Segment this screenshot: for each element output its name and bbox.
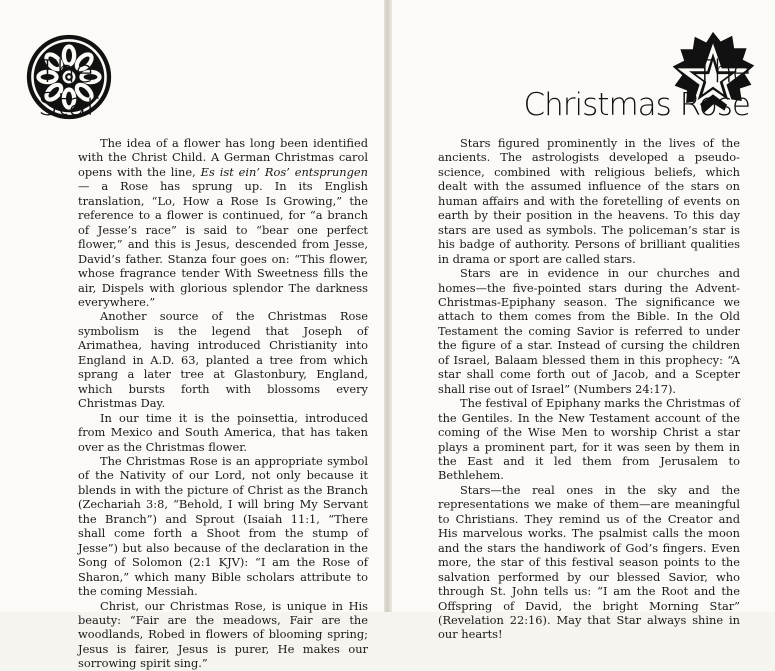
paragraph-text: The idea of a flower has long been identified with the Christ Child. A German Christmas carol opens with the line, bbox=[78, 136, 368, 179]
paragraph: The Christmas Rose is an appropriate symbol of the Nativity of our Lord, not only because it blends in with the picture of Christ as the Branch (Zechariah 3:8, “Behold, I will bring My Servant the Branch”) and Sprout (Isaiah 11:1, “There shall come forth a Shoot from the stump of Jesse”) but also because of the declaration in the Song of Solomon (2:1 KJV): “I am the Rose of Sharon,” which many Bible scholars attribute to the coming Messiah. bbox=[78, 453, 368, 599]
paragraph: The festival of Epiphany marks the Christmas of the Gentiles. In the New Testament account of the coming of the Wise Men to worship Christ a star plays a prominent part, for it was seen by them in the East and it led them from Jerusalem to Bethlehem. bbox=[438, 396, 740, 483]
right-page-title bbox=[38, 56, 98, 122]
paragraph: Christ, our Christmas Rose, is unique in His beauty: “Fair are the meadows, Fair are the woodlands, Robed in flowers of blooming spring; Jesus is fairer, Jesus is purer, He makes our sorrowing spirit sing.” bbox=[78, 598, 368, 671]
left-page-title bbox=[524, 56, 751, 122]
left-title-line1: The bbox=[695, 54, 750, 90]
right-title-line2: Star bbox=[38, 87, 98, 123]
left-title-line2: Christmas Rose bbox=[523, 87, 750, 123]
paragraph: Stars—the real ones in the sky and the representations we make of them—are meaningful to Christians. They remind us of the Creator and His marvelous works. The psalmist calls the moon and the stars the handiwork of God’s fingers. Even more, the star of this festival season points to the salvation performed by our blessed Savior, who through St. John tells us: “I am the Root and the Offspring of David, the bright Morning Star” (Revelation 22:16). May that Star always shine in our hearts! bbox=[438, 482, 740, 642]
paragraph: In our time it is the poinsettia, introduced from Mexico and South America, that has taken over as the Christmas flower. bbox=[78, 410, 368, 454]
paragraph bbox=[78, 136, 368, 309]
page-gutter bbox=[384, 0, 392, 612]
left-page-body bbox=[78, 136, 368, 671]
carol-title-italic: Es ist ein’ Ros’ entsprungen bbox=[200, 164, 369, 179]
paragraph-text: — a Rose has sprung up. In its English translation, “Lo, How a Rose Is Growing,” the reference to a flower is continued, for “a branch of Jesse’s race” is said to “bear one perfect flower,” and this is Jesus, descended from Jesse, David’s father. Stanza four goes on: “This flower, whose fragrance tender With Sweetness fills the air, Dispels with glorious splendor The darkness everywhere.” bbox=[78, 179, 368, 309]
right-page-body bbox=[438, 136, 740, 642]
paragraph: Another source of the Christmas Rose symbolism is the legend that Joseph of Arimathea, having introduced Christianity into England in A.D. 63, planted a tree from which sprang a later tree at Glastonbury, England, which bursts forth with blossoms every Christmas Day. bbox=[78, 309, 368, 411]
right-title-line1: The bbox=[38, 54, 93, 90]
paragraph: Stars are in evidence in our churches and homes—the five-pointed stars during the Advent-Christmas-Epiphany season. The significance we attach to them comes from the Bible. In the Old Testament the coming Savior is referred to under the figure of a star. Instead of cursing the children of Israel, Balaam blessed them in this prophecy: “A star shall come forth out of Jacob, and a Scepter shall rise out of Israel” (Numbers 24:17). bbox=[438, 266, 740, 396]
paragraph: Stars figured prominently in the lives of the ancients. The astrologists developed a pseudo-science, combined with religious beliefs, which dealt with the assumed influence of the stars on human affairs and with the foretelling of events on earth by their position in the heavens. To this day stars are used as symbols. The policeman’s star is his badge of authority. Persons of brilliant qualities in drama or sport are called stars. bbox=[438, 136, 740, 266]
